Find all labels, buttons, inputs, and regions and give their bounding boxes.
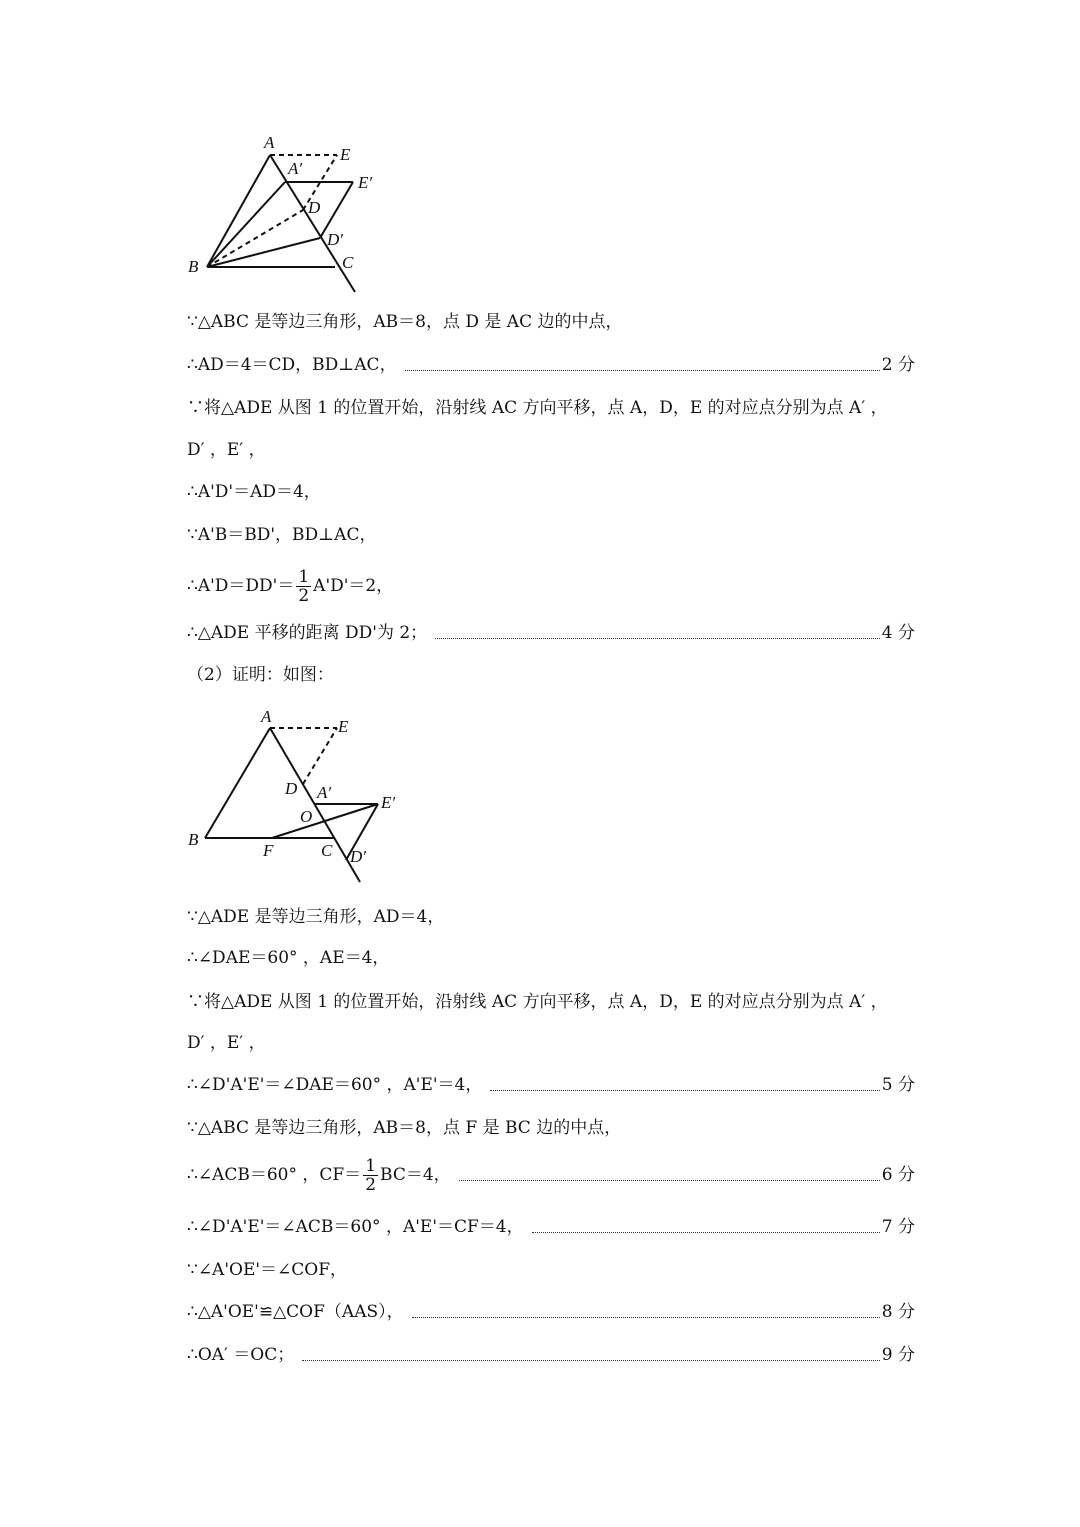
dot-leader: [532, 1231, 880, 1233]
solution-line-3: [187, 393, 915, 423]
line-text: ∵将△ADE 从图 1 的位置开始，沿射线 AC 方向平移，点 A，D，E 的对应点分别为点 A′ ，: [187, 992, 888, 1012]
score-label: 7 分: [881, 1217, 915, 1237]
fig2-label-O: O: [300, 807, 313, 826]
fraction: [296, 568, 311, 605]
fraction-denominator: 2: [365, 1174, 377, 1195]
solution-line-10: [187, 902, 915, 932]
fig2-label-E-prime: E′: [381, 793, 396, 812]
score-label: 2 分: [881, 355, 915, 375]
line-text-after: A'D'＝2，: [313, 575, 394, 596]
fraction: [363, 1157, 378, 1194]
solution-line-4: [187, 435, 915, 465]
fig2-label-F: F: [263, 841, 274, 860]
fig1-label-B: B: [188, 257, 199, 276]
fig2-label-D: D: [285, 779, 298, 798]
solution-line-6: [187, 520, 915, 550]
fig2-label-D-prime: D′: [350, 847, 366, 866]
line-text: （2）证明：如图：: [187, 665, 334, 685]
solution-line-9: [187, 660, 915, 690]
line-text: ∴∠D'A'E'＝∠ACB＝60° ，A'E'＝CF＝4，: [187, 1217, 524, 1237]
line-text: [187, 568, 393, 605]
dot-leader: [412, 1316, 880, 1318]
line-text: ∴A'D'＝AD＝4，: [187, 482, 321, 502]
solution-line-11: [187, 943, 915, 973]
line-text: ∵∠A'OE'＝∠COF，: [187, 1260, 348, 1280]
fig2-segment-DE-dashed: [303, 728, 337, 784]
dot-leader: [405, 369, 880, 371]
fig1-label-D-prime: D′: [327, 230, 343, 249]
line-text-before: ∴∠ACB＝60° ，CF＝: [187, 1164, 362, 1185]
figure-1: [180, 130, 400, 300]
fig1-label-E-prime: E′: [358, 173, 373, 192]
line-text: D′ ，E′ ，: [187, 1033, 266, 1053]
fig2-label-B: B: [188, 830, 199, 849]
score-label: 4 分: [881, 623, 915, 643]
figure-2: [180, 700, 420, 890]
line-text: ∵△ABC 是等边三角形，AB＝8，点 F 是 BC 边的中点，: [187, 1118, 622, 1138]
solution-line-13: [187, 1028, 915, 1058]
dot-leader: [459, 1179, 880, 1181]
line-text: ∴OA′ ＝OC；: [187, 1345, 295, 1365]
fraction-denominator: 2: [298, 585, 310, 606]
fig2-label-A-prime: A′: [317, 783, 332, 802]
solution-line-5: [187, 477, 915, 507]
solution-line-8: [187, 618, 915, 648]
fig1-segment-BD': [207, 238, 320, 267]
score-label: 8 分: [881, 1302, 915, 1322]
fig1-label-D: D: [308, 198, 321, 217]
dot-leader: [302, 1359, 880, 1361]
solution-line-2: [187, 350, 915, 380]
fig1-segment-AB: [207, 155, 270, 267]
fig1-segment-BA': [207, 182, 285, 267]
dot-leader: [490, 1089, 879, 1091]
solution-line-7: [187, 566, 915, 606]
fraction-numerator: 1: [298, 566, 310, 587]
fig2-label-A: A: [261, 707, 272, 726]
line-text: ∴∠D'A'E'＝∠DAE＝60° ，A'E'＝4，: [187, 1075, 483, 1095]
line-text: ∴△ADE 平移的距离 DD'为 2；: [187, 623, 428, 643]
line-text: [187, 1157, 451, 1194]
score-label: 9 分: [881, 1345, 915, 1365]
fig2-segment-AB: [205, 728, 270, 838]
line-text-before: ∴A'D＝DD'＝: [187, 575, 295, 596]
score-label: 5 分: [881, 1075, 915, 1095]
solution-line-12: [187, 987, 915, 1017]
line-text-after: BC＝4，: [380, 1164, 451, 1185]
solution-line-1: [187, 307, 915, 337]
fig1-label-C: C: [342, 253, 354, 272]
line-text: ∵A'B＝BD'，BD⊥AC，: [187, 525, 377, 545]
dot-leader: [435, 637, 880, 639]
fraction-numerator: 1: [365, 1155, 377, 1176]
solution-line-17: [187, 1212, 915, 1242]
solution-line-14: [187, 1070, 915, 1100]
fig1-label-E: E: [340, 145, 351, 164]
solution-line-15: [187, 1113, 915, 1143]
fig1-segment-BD-dashed: [207, 210, 303, 267]
solution-line-18: [187, 1255, 915, 1285]
line-text: ∵△ABC 是等边三角形，AB＝8，点 D 是 AC 边的中点，: [187, 312, 623, 332]
line-text: ∵将△ADE 从图 1 的位置开始，沿射线 AC 方向平移，点 A，D，E 的对应点分别为点 A′ ，: [187, 398, 888, 418]
fig2-label-C: C: [321, 841, 333, 860]
line-text: ∵△ADE 是等边三角形，AD＝4，: [187, 907, 445, 927]
line-text: ∴△A'OE'≌△COF（AAS），: [187, 1302, 404, 1322]
solution-line-16: [187, 1155, 915, 1195]
fig1-label-A: A: [264, 133, 275, 152]
solution-line-19: [187, 1297, 915, 1327]
line-text: ∴AD＝4＝CD，BD⊥AC，: [187, 355, 397, 375]
score-label: 6 分: [881, 1165, 915, 1185]
line-text: ∴∠DAE＝60° ，AE＝4，: [187, 948, 390, 968]
fig1-label-A-prime: A′: [288, 159, 303, 178]
fig2-label-E: E: [338, 717, 349, 736]
line-text: D′ ，E′ ，: [187, 440, 266, 460]
solution-line-20: [187, 1340, 915, 1370]
